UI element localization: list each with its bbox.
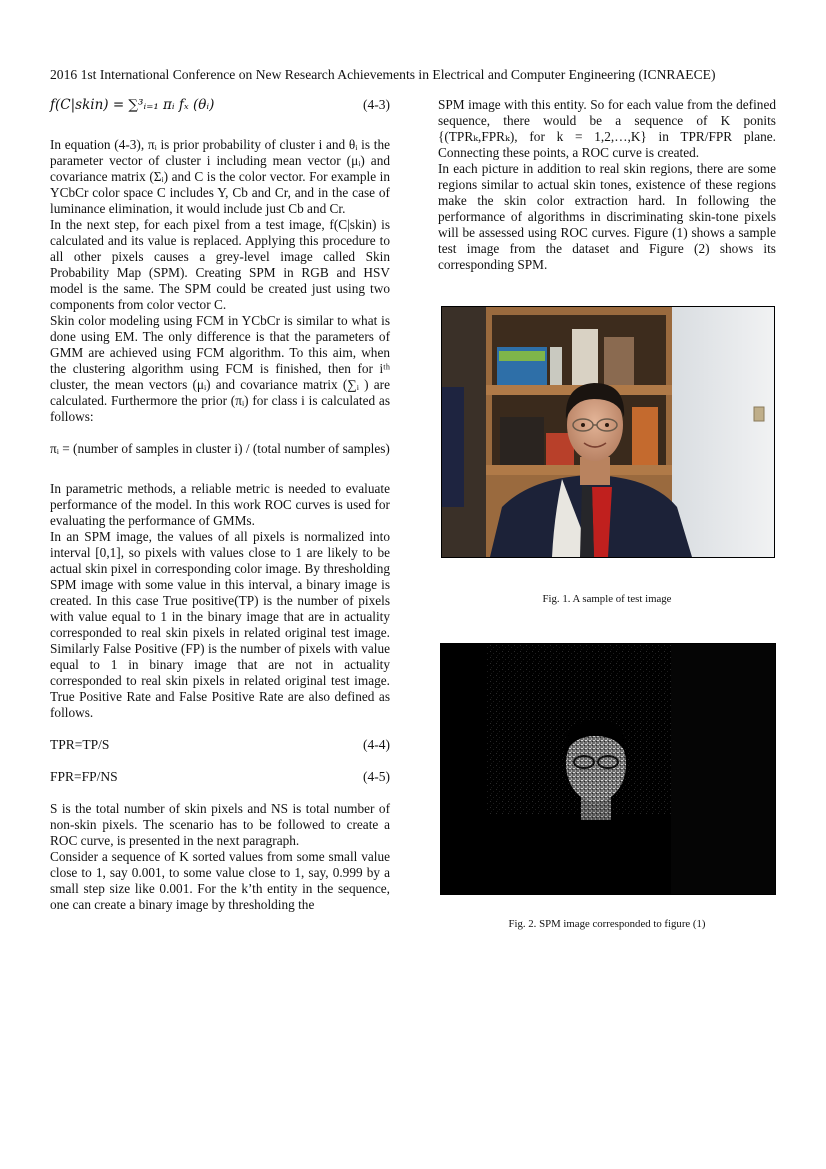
equation-4-3-number: (4-3): [363, 97, 390, 112]
paragraph-roc-sequence: SPM image with this entity. So for each value from the defined sequence, there would be a sequence of K ponits {(TPRₖ,FPRₖ), for k = 1,2,…,K} in TPR/FPR plane. Connecting these points, a ROC curve is created.: [438, 97, 776, 160]
left-column: [50, 97, 390, 913]
figure-2-caption: Fig. 2. SPM image corresponded to figure (1): [508, 918, 706, 930]
equation-4-3-expression: f(C|skin) = ∑³ᵢ₌₁ πᵢ fₓ (θᵢ): [50, 97, 215, 113]
equation-4-4-number: (4-4): [363, 737, 390, 752]
paragraph-spm-thresholding: In an SPM image, the values of all pixels is normalized into interval [0,1], so pixels with values close to 1 are likely to be actual skin pixel in corresponding color image. By thresholding SPM image with some value in this interval, a binary image is created. In this case True positive(TP) is the number of pixels with value equal to 1 in the binary image that are in actuality corresponded to real skin pixels in related original test image. Similarly False Positive (FP) is the number of pixels with value equal to 1 in binary image that are not in actuality corresponded to real skin pixels in related original test image. True Positive Rate and False Positive Rate are also defined as follows.: [50, 529, 390, 720]
paragraph-fcm-modeling: Skin color modeling using FCM in YCbCr is similar to what is done using EM. The only difference is that the parameters of GMM are achieved using FCM algorithm. To this aim, when the clustering algorithm using FCM is finished, then for iᵗʰ cluster, the mean vectors (μᵢ) and covariance matrix (∑ᵢ ) are calculated. Furthermore the prior (πᵢ) for class i is calculated as follows:: [50, 313, 390, 424]
equation-4-3: [50, 97, 390, 113]
paragraph-spm-creation: In the next step, for each pixel from a test image, f(C|skin) is calculated and its value is replaced. Applying this procedure to all other pixels causes a grey-level image called Skin Probability Map (SPM). Creating SPM in RGB and HSV model is the same. The SPM could be created just using two components from color vector C.: [50, 217, 390, 312]
paragraph-parametric-methods: In parametric methods, a reliable metric is needed to evaluate performance of the model. In this work ROC curves is used for evaluating the performance of GMMs.: [50, 481, 390, 528]
paragraph-skin-tone-regions: In each picture in addition to real skin regions, there are some regions similar to actual skin tones, existence of these regions make the skin color extraction hard. In following the performance of algorithms in discriminating skin-tone pixels will be assessed using ROC curves. Figure (1) shows a sample test image from the dataset and Figure (2) shows its corresponding SPM.: [438, 161, 776, 272]
figure-1-caption: Fig. 1. A sample of test image: [542, 593, 672, 605]
equation-4-4: [50, 737, 390, 753]
equation-4-4-expression: TPR=TP/S: [50, 737, 110, 752]
equation-4-5: [50, 769, 390, 785]
right-column: [438, 97, 776, 273]
equation-4-5-expression: FPR=FP/NS: [50, 769, 118, 784]
paragraph-sorted-values: Consider a sequence of K sorted values from some small value close to 1, say 0.001, to some value close to 1, say, 0.999 by a small step size like 0.001. For the k’th entity in the sequence, one can create a binary image by thresholding the: [50, 849, 390, 912]
paragraph-skin-pixel-totals: S is the total number of skin pixels and NS is total number of non-skin pixels. The scenario has to be followed to create a ROC curve, is presented in the next paragraph.: [50, 801, 390, 848]
figure-1-test-image: [441, 306, 775, 558]
paragraph-prior-probability: In equation (4-3), πᵢ is prior probability of cluster i and θᵢ is the parameter vector of cluster i including mean vector (μᵢ) and covariance matrix (Σᵢ) and C is the color vector. For example in YCbCr color space C includes Y, Cb and Cr, and in the case of luminance elimination, it would include just Cb and Cr.: [50, 137, 390, 216]
equation-4-5-number: (4-5): [363, 769, 390, 784]
spm-image-picture: [441, 644, 775, 894]
figure-2-spm-image: [440, 643, 776, 895]
test-image-picture: [442, 307, 774, 557]
conference-header: 2016 1st International Conference on New Research Achievements in Electrical and Computer Engineering (ICNRAECE): [50, 67, 716, 82]
paragraph-prior-formula: πᵢ = (number of samples in cluster i) / (total number of samples): [50, 441, 390, 456]
